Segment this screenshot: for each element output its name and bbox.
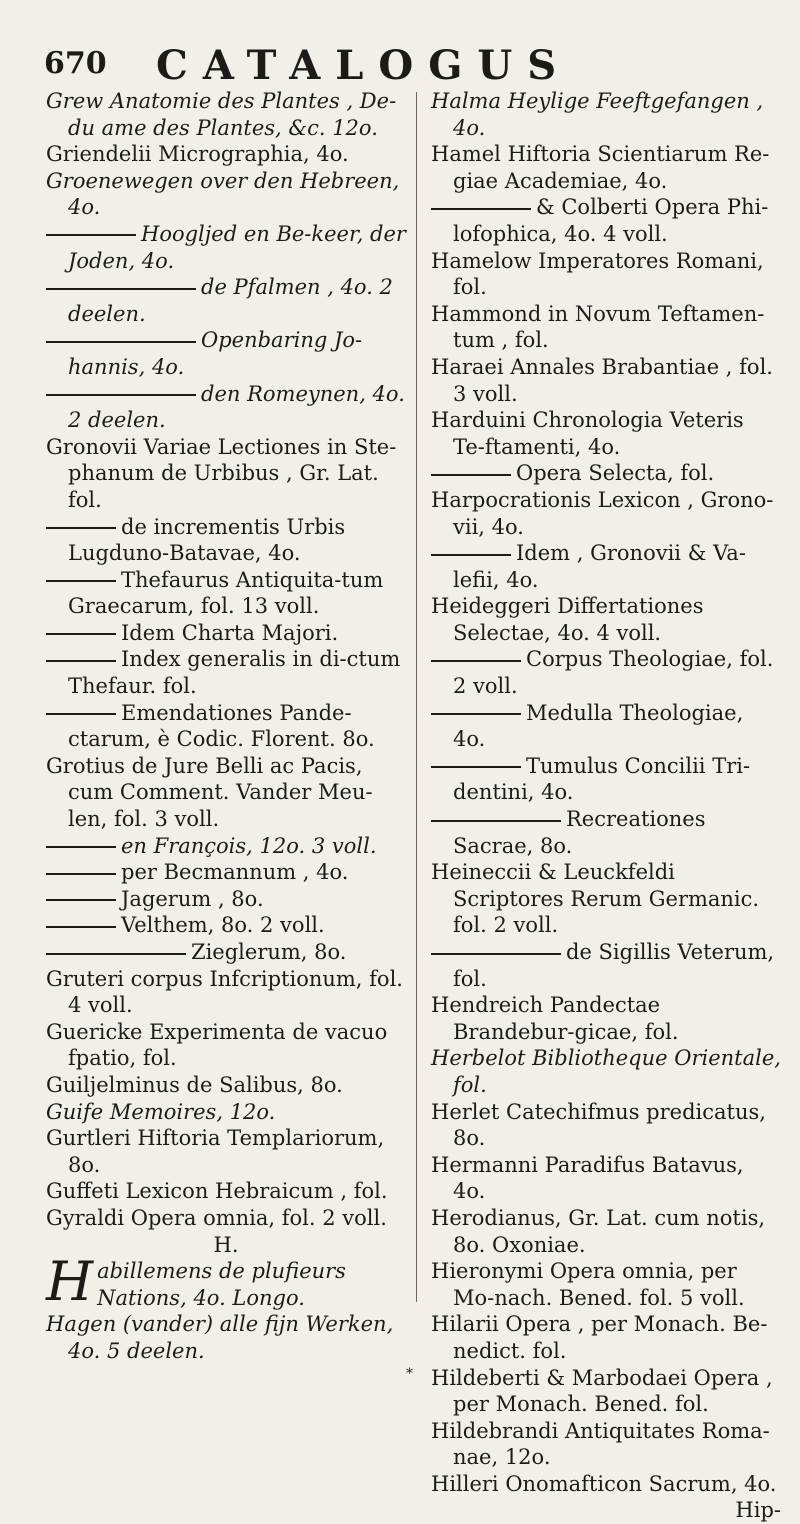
footer-mark: *: [406, 1366, 413, 1382]
drop-cap: H: [46, 1250, 94, 1314]
catalogue-entry: [431, 646, 781, 699]
catalogue-entry: [46, 753, 406, 833]
ditto-rule: [46, 580, 116, 582]
catalogue-entry: [46, 381, 406, 434]
ditto-rule: [46, 341, 196, 343]
entry-text: Halma Heylige Feeftgefangen , 4o.: [431, 89, 764, 140]
entry-text: Hamel Hiftoria Scientiarum Re-giae Academiae, 4o.: [431, 142, 770, 193]
catalogue-entry: [46, 1019, 406, 1072]
catalogue-entry: [46, 327, 406, 380]
ditto-rule: [431, 713, 521, 715]
entry-text: Hilarii Opera , per Monach. Be-nedict. fol.: [431, 1312, 768, 1363]
left-after-list: [46, 1250, 406, 1364]
catalogue-entry: [46, 1205, 406, 1232]
entry-text: Openbaring Jo-hannis, 4o.: [68, 328, 363, 379]
entry-text: de Sigillis Veterum, fol.: [453, 940, 775, 991]
catalogue-entry: [46, 1250, 406, 1314]
catalogue-entry: [46, 939, 406, 966]
ditto-rule: [46, 394, 196, 396]
catchword: Hip-: [735, 1498, 781, 1523]
entry-text: Herodianus, Gr. Lat. cum notis, 8o. Oxoniae.: [431, 1205, 766, 1257]
entry-text: Herbelot Bibliotheque Orientale, fol.: [431, 1046, 781, 1097]
ditto-rule: [431, 474, 511, 476]
entry-text: Hagen (vander) alle fijn Werken, 4o. 5 deelen.: [46, 1312, 394, 1363]
entry-text: Haraei Annales Brabantiae , fol. 3 voll.: [431, 354, 773, 406]
entry-text: Recreationes Sacrae, 8o.: [453, 807, 706, 858]
entry-text: Grotius de Jure Belli ac Pacis, cum Comment. Vander Meu-len, fol. 3 voll.: [46, 753, 373, 832]
entry-text: Herlet Catechifmus predicatus, 8o.: [431, 1099, 766, 1151]
ditto-rule: [431, 953, 561, 955]
catalogue-entry: [46, 1099, 406, 1126]
catalogue-entry: [46, 274, 406, 327]
catalogue-entry: [46, 141, 406, 168]
catalogue-entry: [431, 992, 781, 1045]
entry-text: Gruteri corpus Infcriptionum, fol. 4 voll.: [46, 966, 403, 1018]
entry-text: Hammond in Novum Teftamen-tum , fol.: [431, 301, 765, 353]
ditto-rule: [431, 660, 521, 662]
entry-text: Guericke Experimenta de vacuo fpatio, fol.: [46, 1019, 388, 1071]
catalogue-entry: [46, 1072, 406, 1099]
catalogue-entry: [431, 1045, 781, 1098]
entry-text: Harduini Chronologia Veteris Te-ftamenti, 4o.: [431, 408, 744, 459]
left-column: [46, 88, 406, 1365]
catalogue-entry: [431, 1205, 781, 1258]
catalogue-entry: [46, 88, 406, 141]
right-column: [431, 88, 781, 1524]
page-header: [44, 42, 764, 92]
ditto-rule: [46, 660, 116, 662]
entry-text: Hendreich Pandectae Brandebur-gicae, fol.: [431, 993, 679, 1044]
entry-text: Zieglerum, 8o.: [191, 940, 347, 964]
entry-text: Idem , Gronovii & Va-lefii, 4o.: [453, 541, 746, 592]
entry-text: Emendationes Pande-ctarum, è Codic. Florent. 8o.: [68, 700, 375, 752]
catalogue-entry: [46, 434, 406, 514]
catalogue-entry: [431, 1099, 781, 1152]
entry-text: abillemens de plufieurs Nations, 4o. Longo.: [97, 1259, 346, 1310]
entry-text: Hamelow Imperatores Romani, fol.: [431, 248, 764, 300]
ditto-rule: [46, 926, 116, 928]
catalogue-entry: [431, 540, 781, 593]
catalogue-entry: [431, 806, 781, 859]
catalogue-entry: [46, 514, 406, 567]
ditto-rule: [431, 208, 531, 210]
catalogue-entry: [431, 1418, 781, 1471]
ditto-rule: [46, 527, 116, 529]
catalogue-entry: [46, 1125, 406, 1178]
entry-text: Hoogljed en Be-keer, der Joden, 4o.: [68, 221, 406, 273]
entry-text: den Romeynen, 4o. 2 deelen.: [68, 381, 405, 433]
catalogue-entry: [431, 460, 781, 487]
entry-text: Velthem, 8o. 2 voll.: [121, 913, 325, 938]
entry-text: Gurtleri Hiftoria Templariorum, 8o.: [46, 1126, 385, 1177]
catalogue-entry: [431, 1152, 781, 1205]
catalogue-entry: [431, 700, 781, 753]
entry-text: Guffeti Lexicon Hebraicum , fol.: [46, 1179, 388, 1204]
catalogue-entry: [431, 1365, 781, 1418]
entry-text: Hildeberti & Marbodaei Opera , per Monach. Bened. fol.: [431, 1365, 773, 1417]
catalogue-entry: [431, 859, 781, 939]
ditto-rule: [46, 873, 116, 875]
catalogue-entry: [431, 1471, 781, 1498]
catalogue-entry: [431, 88, 781, 141]
catalogue-entry: [46, 886, 406, 913]
entry-text: Heineccii & Leuckfeldi Scriptores Rerum Germanic. fol. 2 voll.: [431, 860, 760, 938]
ditto-rule: [46, 633, 116, 635]
entry-text: Heideggeri Differtationes Selectae, 4o. 4 voll.: [431, 594, 704, 645]
right-entry-list: [431, 88, 781, 1497]
catalogue-entry: [431, 248, 781, 301]
catalogue-entry: [431, 407, 781, 460]
entry-text: Guife Memoires, 12o.: [46, 1099, 276, 1124]
catalogue-entry: [46, 700, 406, 753]
catalogue-entry: [431, 354, 781, 407]
catalogue-entry: [431, 1311, 781, 1364]
catalogue-entry: [46, 646, 406, 699]
catalogue-entry: [46, 912, 406, 939]
catalogue-entry: [46, 833, 406, 860]
entry-text: Hermanni Paradifus Batavus, 4o.: [431, 1152, 744, 1204]
entry-text: en François, 12o. 3 voll.: [121, 833, 377, 858]
entry-text: per Becmannum , 4o.: [121, 860, 349, 885]
entry-text: Griendelii Micrographia, 4o.: [46, 142, 349, 167]
ditto-rule: [46, 953, 186, 955]
catalogue-entry: [431, 753, 781, 806]
catalogue-entry: [46, 221, 406, 274]
entry-text: Opera Selecta, fol.: [516, 461, 715, 486]
left-entry-list: [46, 88, 406, 1232]
entry-text: de incrementis Urbis Lugduno-Batavae, 4o.: [68, 514, 346, 566]
entry-text: Thefaurus Antiquita-tum Graecarum, fol. 13 voll.: [68, 567, 384, 619]
entry-text: Gyraldi Opera omnia, fol. 2 voll.: [46, 1205, 387, 1230]
entry-text: Idem Charta Majori.: [121, 620, 339, 645]
entry-text: Gronovii Variae Lectiones in Ste-phanum de Urbibus , Gr. Lat. fol.: [46, 434, 397, 512]
entry-text: Harpocrationis Lexicon , Grono-vii, 4o.: [431, 487, 774, 539]
ditto-rule: [46, 899, 116, 901]
catalogue-entry: [46, 966, 406, 1019]
entry-text: Index generalis in di-ctum Thefaur. fol.: [68, 647, 401, 699]
catalogue-entry: [431, 141, 781, 194]
column-rule: [416, 92, 417, 1302]
catalogue-entry: [431, 593, 781, 646]
ditto-rule: [46, 234, 136, 236]
entry-text: Tumulus Concilii Tri-dentini, 4o.: [453, 753, 751, 805]
catalogue-entry: [46, 620, 406, 647]
entry-text: & Colberti Opera Phi-lofophica, 4o. 4 voll.: [453, 195, 769, 246]
page-number: 670: [44, 46, 107, 81]
catalogue-entry: [46, 1178, 406, 1205]
catalogue-entry: [431, 1258, 781, 1311]
entry-text: Guiljelminus de Salibus, 8o.: [46, 1072, 343, 1097]
catalogue-entry: [46, 1311, 406, 1364]
entry-text: Grew Anatomie des Plantes , De- du ame des Plantes, &c. 12o.: [46, 89, 397, 140]
entry-text: Jagerum , 8o.: [121, 886, 264, 911]
catalogue-entry: [431, 301, 781, 354]
entry-text: Medulla Theologiae, 4o.: [453, 700, 744, 752]
entry-text: Groenewegen over den Hebreen, 4o.: [46, 168, 400, 220]
catalogue-entry: [431, 939, 781, 992]
entry-text: Hilleri Onomafticon Sacrum, 4o.: [431, 1471, 777, 1496]
section-letter: H.: [213, 1232, 239, 1257]
ditto-rule: [431, 820, 561, 822]
ditto-rule: [46, 713, 116, 715]
ditto-rule: [431, 554, 511, 556]
running-title: CATALOGUS: [156, 42, 572, 89]
entry-text: de Pfalmen , 4o. 2 deelen.: [68, 275, 393, 326]
ditto-rule: [46, 846, 116, 848]
entry-text: Hildebrandi Antiquitates Roma-nae, 12o.: [431, 1418, 770, 1470]
ditto-rule: [46, 288, 196, 290]
catalogue-entry: [431, 487, 781, 540]
ditto-rule: [431, 766, 521, 768]
catalogue-entry: [46, 567, 406, 620]
catalogue-entry: [431, 194, 781, 247]
catalogue-entry: [46, 168, 406, 221]
entry-text: Hieronymi Opera omnia, per Mo-nach. Bened. fol. 5 voll.: [431, 1259, 745, 1310]
catalogue-entry: [46, 859, 406, 886]
entry-text: Corpus Theologiae, fol. 2 voll.: [453, 647, 774, 699]
